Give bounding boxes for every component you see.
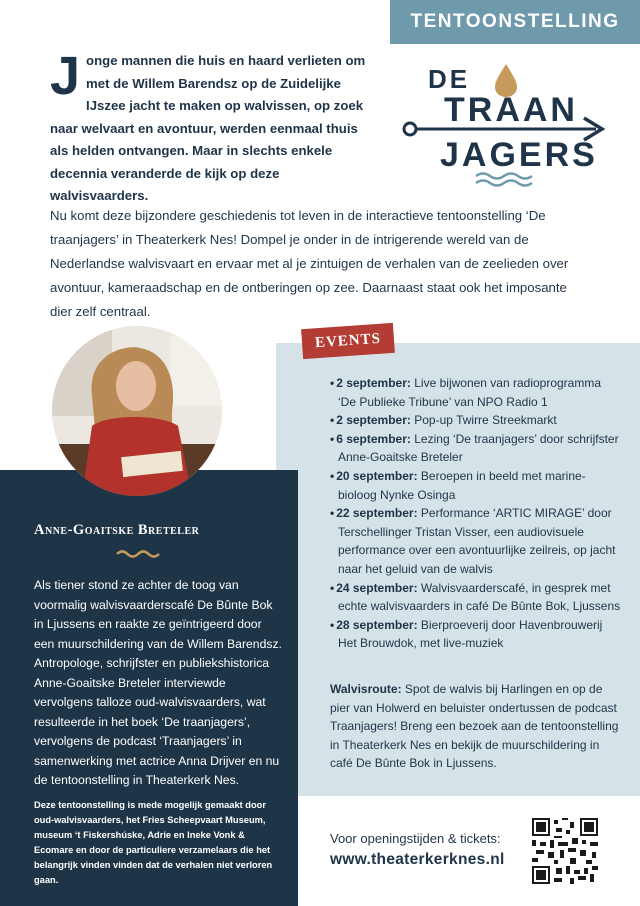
event-date: 20 september: bbox=[336, 468, 418, 483]
event-item bbox=[330, 411, 622, 430]
events-list bbox=[330, 374, 622, 653]
section-tag: TENTOONSTELLING bbox=[390, 0, 640, 44]
wave-divider-icon bbox=[116, 548, 160, 558]
logo-wave-1 bbox=[476, 174, 532, 179]
traanjagers-logo bbox=[400, 60, 610, 190]
event-text: Performance ‘ARTIC MIRAGE’ door Terschellinger Tristan Visser, een audiovisuele performance over een avontuurlijke zeilreis, op jacht naar het geluid van de walvis bbox=[338, 506, 616, 576]
route-text: Spot de walvis bij Harlingen en op de pier van Holwerd en beluister ondertussen de podcast Traanjagers! Breng een bezoek aan de tentoonstelling in Theaterkerk Nes en bekijk de muurschildering in café De Bûnte Bok in Ljussens. bbox=[330, 682, 619, 771]
event-date: 24 september: bbox=[336, 580, 418, 595]
logo-line-traan: TRAAN bbox=[444, 91, 578, 129]
event-item bbox=[330, 430, 622, 467]
event-date: 28 september: bbox=[336, 617, 418, 632]
event-date: 2 september: bbox=[336, 413, 411, 428]
event-text: Beroepen in beeld met marine-bioloog Nynke Osinga bbox=[338, 468, 586, 502]
tickets-label: Voor openingstijden & tickets: bbox=[330, 831, 501, 846]
portrait-illustration bbox=[52, 326, 222, 496]
whale-route bbox=[330, 680, 622, 773]
intro-text bbox=[50, 46, 370, 208]
logo-line-de: DE bbox=[428, 64, 471, 94]
event-date: 6 september: bbox=[336, 431, 411, 446]
person-name: Anne-Goaitske Breteler bbox=[34, 522, 200, 538]
event-item bbox=[330, 467, 622, 504]
events-badge: EVENTS bbox=[301, 323, 395, 359]
event-text: Walvisvaarderscafé, in gesprek met echte walvisvaarders in café De Bûnte Bok, Ljussens bbox=[338, 580, 621, 614]
logo-wave-2 bbox=[476, 181, 532, 186]
event-text: Bierproeverij door Havenbrouwerij Het Brouwdok, met live-muziek bbox=[338, 617, 603, 651]
credits-text: Deze tentoonstelling is mede mogelijk gemaakt door oud-walvisvaarders, het Fries Scheepvaart Museum, museum ‘t Fiskershúske, Adrie en Ineke Vonk & Ecomare en door de particuliere verzamelaars die het belangrijk vinden vinden dat de verhalen niet verloren gaan. bbox=[34, 800, 273, 885]
event-text: Live bijwonen van radioprogramma ‘De Publieke Tribune’ van NPO Radio 1 bbox=[338, 376, 602, 409]
person-bio: Als tiener stond ze achter de toog van voormalig walvisvaarderscafé De Bûnte Bok in Ljussens en raakte ze geïntrigeerd door een muurschildering van de Willem Barendsz. Antropologe, schrijfster en publiekshistorica Anne-Goaitske Breteler interviewde vervolgens talloze oud-walvisvaarders, wat resulteerde in het boek ‘De traanjagers’, vervolgens de podcast ‘Traanjagers’ in samenwerking met actrice Anna Drijver en nu de tentoonstelling in Theaterkerk Nes. bbox=[34, 578, 282, 787]
main-paragraph: Nu komt deze bijzondere geschiedenis tot leven in de interactieve tentoonstelling ‘De traanjagers’ in Theaterkerk Nes! Dompel je onder in de intrigerende wereld van de Nederlandse walvisvaart en ervaar met al je zintuigen de verhalen van de zeelieden over avontuur, kameraadschap en de ontberingen op zee. Daarnaast staat ook het imposante dier zelf centraal. bbox=[50, 208, 569, 319]
event-item bbox=[330, 616, 622, 653]
tickets-link[interactable]: www.theaterkerknes.nl bbox=[330, 851, 505, 868]
event-item bbox=[330, 504, 622, 578]
logo-line-jagers: JAGERS bbox=[440, 136, 598, 174]
event-item bbox=[330, 579, 622, 616]
harpoon-ring-icon bbox=[404, 123, 416, 135]
intro-body: onge mannen die huis en haard verlieten om met de Willem Barendsz op de Zuidelijke IJszee jacht te maken op walvissen, op zoek naar welvaart en avontuur, werden eenmaal thuis als helden ontvangen. Maar in slechts enkele decennia veranderde de kijk op deze walvisvaarders. bbox=[50, 53, 366, 203]
event-text: Pop-up Twirre Streekmarkt bbox=[414, 413, 557, 428]
event-date: 22 september: bbox=[336, 506, 418, 521]
qr-code-icon[interactable] bbox=[532, 818, 598, 884]
portrait-photo bbox=[52, 326, 222, 496]
route-label: Walvisroute: bbox=[330, 682, 402, 696]
dropcap: J bbox=[50, 46, 81, 106]
event-text: Lezing ‘De traanjagers’ door schrijfster Anne-Goaitske Breteler bbox=[338, 431, 619, 465]
event-date: 2 september: bbox=[336, 376, 411, 390]
event-item bbox=[330, 374, 622, 411]
